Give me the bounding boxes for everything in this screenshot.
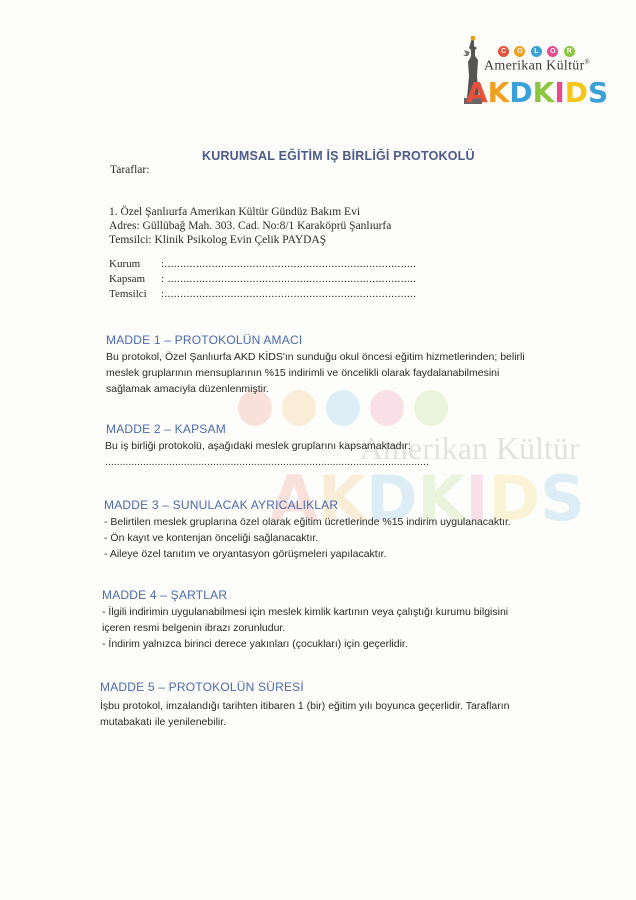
akdkids-logo (458, 36, 618, 114)
document-title: KURUMSAL EĞİTİM İŞ BİRLİĞİ PROTOKOLÜ (202, 149, 475, 163)
article-3-body: - Belirtilen meslek gruplarına özel olarak eğitim ücretlerinde %15 indirim uygulanacaktır. - Ön kayıt ve kontenjan önceliği sağlanacaktır. - Aileye özel tanıtım ve oryantasyon görüşmeleri yapılacaktır. (104, 516, 511, 560)
party1-name: 1. Özel Şanlıurfa Amerikan Kültür Gündüz Bakım Evi (109, 206, 361, 218)
logo-letter: K (487, 76, 510, 109)
logo-letter: A (466, 76, 488, 109)
article-5-body: İşbu protokol, imzalandığı tarihten itibaren 1 (bir) eğitim yılı boyunca geçerlidir. Tarafların mutabakatı ile yenilenebilir. (100, 700, 510, 728)
article-1-heading: MADDE 1 – PROTOKOLÜN AMACI (106, 333, 303, 347)
parties-label: Taraflar: (110, 164, 150, 176)
logo-balloon: O (514, 46, 525, 57)
logo-balloon: R (564, 46, 575, 57)
logo-balloon: O (547, 46, 558, 57)
logo-letter: K (532, 76, 555, 109)
article-2-body: Bu iş birliği protokolü, aşağıdaki meslek gruplarını kapsamaktadır: ............................................................................................................... (105, 440, 429, 468)
logo-letter: S (588, 76, 609, 109)
logo-watermark: Amerikan Kültür AKDKIDS (210, 390, 530, 530)
logo-balloon: L (531, 46, 542, 57)
logo-letter: D (564, 76, 588, 109)
article-2-heading: MADDE 2 – KAPSAM (106, 422, 226, 436)
article-1-body: Bu protokol, Özel Şanlıurfa AKD KİDS'ın sunduğu okul öncesi eğitim hizmetlerinden; belirli meslek gruplarının mensuplarının %15 indirimli ve öncelikli olarak faydalanabilmesini sağlamak amacıyla düzenlenmiştir. (106, 351, 525, 395)
field-kapsam: Kapsam : ............................................................................... (109, 273, 417, 285)
party1-representative: Temsilci: Klinik Psikolog Evin Çelik PAYDAŞ (109, 234, 327, 246)
logo-letter: I (554, 76, 565, 109)
article-5-heading: MADDE 5 – PROTOKOLÜN SÜRESİ (100, 680, 304, 694)
logo-brand-main (466, 76, 608, 109)
logo-balloons (498, 40, 576, 58)
article-4-body: - İlgili indirimin uygulanabilmesi için meslek kimlik kartının veya çalıştığı kurumu bilgisini içeren resmi belgenin ibrazı zorunludur. - İndirim yalnızca birinci derece yakınları (çocukları) için geçerlidir. (102, 606, 509, 650)
logo-brand-top: Amerikan Kültür® (484, 58, 591, 74)
logo-balloon: C (498, 46, 509, 57)
article-3-heading: MADDE 3 – SUNULACAK AYRICALIKLAR (104, 498, 339, 512)
field-kurum: Kurum :................................................................................ (109, 258, 417, 270)
field-temsilci: Temsilci :................................................................................ (109, 288, 417, 300)
party1-address: Adres: Güllübağ Mah. 303. Cad. No:8/1 Karaköprü Şanlıurfa (109, 220, 392, 232)
logo-letter: D (509, 76, 533, 109)
article-4-heading: MADDE 4 – ŞARTLAR (102, 588, 228, 602)
